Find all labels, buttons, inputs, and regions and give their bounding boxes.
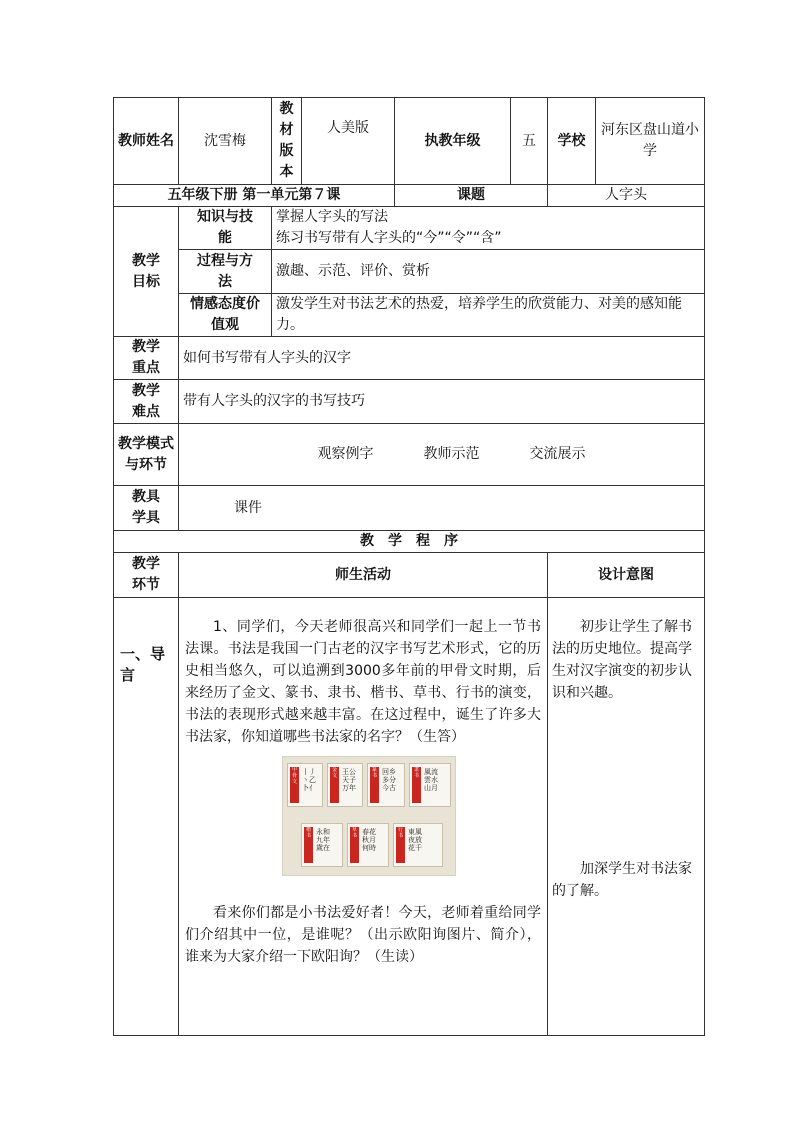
activity-cell <box>179 598 548 1036</box>
procedure-body-row <box>114 598 705 1036</box>
script-tag: 篆书 <box>370 767 379 803</box>
edition-value: 人美版 <box>302 98 395 185</box>
topic-label: 课题 <box>395 185 548 207</box>
mode-step: 交流展示 <box>529 446 586 462</box>
script-tag: 草书 <box>350 827 359 863</box>
procedure-title: 教 学 程 序 <box>114 531 705 553</box>
tools-row <box>114 486 705 531</box>
key-points-label: 教学重点 <box>114 337 179 380</box>
school-label: 学校 <box>548 98 596 185</box>
header-row <box>114 98 705 185</box>
script-tag: 甲骨文 <box>290 767 299 803</box>
difficulties-row <box>114 380 705 424</box>
tools-label: 教具学具 <box>114 486 179 531</box>
mode-label: 教学模式与环节 <box>114 424 179 486</box>
stage-name: 一、导言 <box>114 598 179 1036</box>
objective-1-text: 掌握人字头的写法 练习书写带有人字头的“今”“令”“含” <box>272 207 705 250</box>
activity-paragraph-1: 1、同学们，今天老师很高兴和同学们一起上一节书法课。书法是我国一门古老的汉字书写艺术形式，它的历史相当悠久，可以追溯到3000多年前的甲骨文时期，后来经历了金文、篆书、隶书、楷书、草书、行书的演变，书法的表现形式越来越丰富。在这过程中，诞生了许多大书法家，你知道哪些书法家的名字？（生答） <box>185 619 541 745</box>
calligraphy-scripts-image: 甲骨文 丨丿 丶乙 卜亻 金文 王公 天子 万年 篆书 回乡 多分 今古 隶书 風流 雲水 山月 楷书 永和 九年 歲在 草书 春花 秋月 何時 行书 東風 夜放 花千 <box>282 756 456 876</box>
objective-row-1 <box>114 207 705 250</box>
col-activity-label: 师生活动 <box>179 553 548 598</box>
script-tag: 行书 <box>396 827 405 863</box>
procedure-header-row <box>114 553 705 598</box>
key-points-row <box>114 337 705 380</box>
script-tag: 楷书 <box>304 827 313 863</box>
objective-row-3 <box>114 294 705 337</box>
intent-2: 加深学生对书法家的了解。 <box>552 861 692 899</box>
difficulties-text: 带有人字头的汉字的书写技巧 <box>179 380 705 424</box>
objective-row-2 <box>114 250 705 294</box>
grade-label: 执教年级 <box>395 98 511 185</box>
objectives-label: 教学目标 <box>114 207 179 337</box>
script-tag: 金文 <box>330 767 339 803</box>
objective-2-label: 过程与方法 <box>179 250 272 294</box>
intent-cell <box>548 598 705 1036</box>
mode-step: 观察例字 <box>317 446 374 462</box>
topic-value: 人字头 <box>548 185 705 207</box>
school-value: 河东区盘山道小学 <box>596 98 705 185</box>
mode-row <box>114 424 705 486</box>
activity-paragraph-2: 看来你们都是小书法爱好者！今天，老师着重给同学们介绍其中一位，是谁呢？（出示欧阳询图片、简介），谁来为大家介绍一下欧阳询？（生读） <box>185 905 541 965</box>
lesson-plan-table <box>113 97 705 1036</box>
objective-1-label: 知识与技能 <box>179 207 272 250</box>
col-stage-label: 教学环节 <box>114 553 179 598</box>
col-intent-label: 设计意图 <box>548 553 705 598</box>
mode-step: 教师示范 <box>423 446 480 462</box>
edition-label: 教材版本 <box>272 98 302 185</box>
lesson-plan <box>113 97 704 1036</box>
intent-1: 初步让学生了解书法的历史地位。提高学生对汉字演变的初步认识和兴趣。 <box>552 619 692 701</box>
mode-steps <box>179 424 705 486</box>
objective-3-text: 激发学生对书法艺术的热爱，培养学生的欣赏能力、对美的感知能力。 <box>272 294 705 337</box>
script-tag: 隶书 <box>412 767 421 803</box>
tools-text: 课件 <box>179 486 705 531</box>
objective-2-text: 激趣、示范、评价、赏析 <box>272 250 705 294</box>
grade-value: 五 <box>511 98 548 185</box>
key-points-text: 如何书写带有人字头的汉字 <box>179 337 705 380</box>
teacher-label: 教师姓名 <box>114 98 179 185</box>
teacher-name: 沈雪梅 <box>179 98 272 185</box>
difficulties-label: 教学难点 <box>114 380 179 424</box>
objective-3-label: 情感态度价值观 <box>179 294 272 337</box>
unit-row <box>114 185 705 207</box>
unit-text: 五年级下册 第一单元第７课 <box>114 185 395 207</box>
procedure-title-row <box>114 531 705 553</box>
